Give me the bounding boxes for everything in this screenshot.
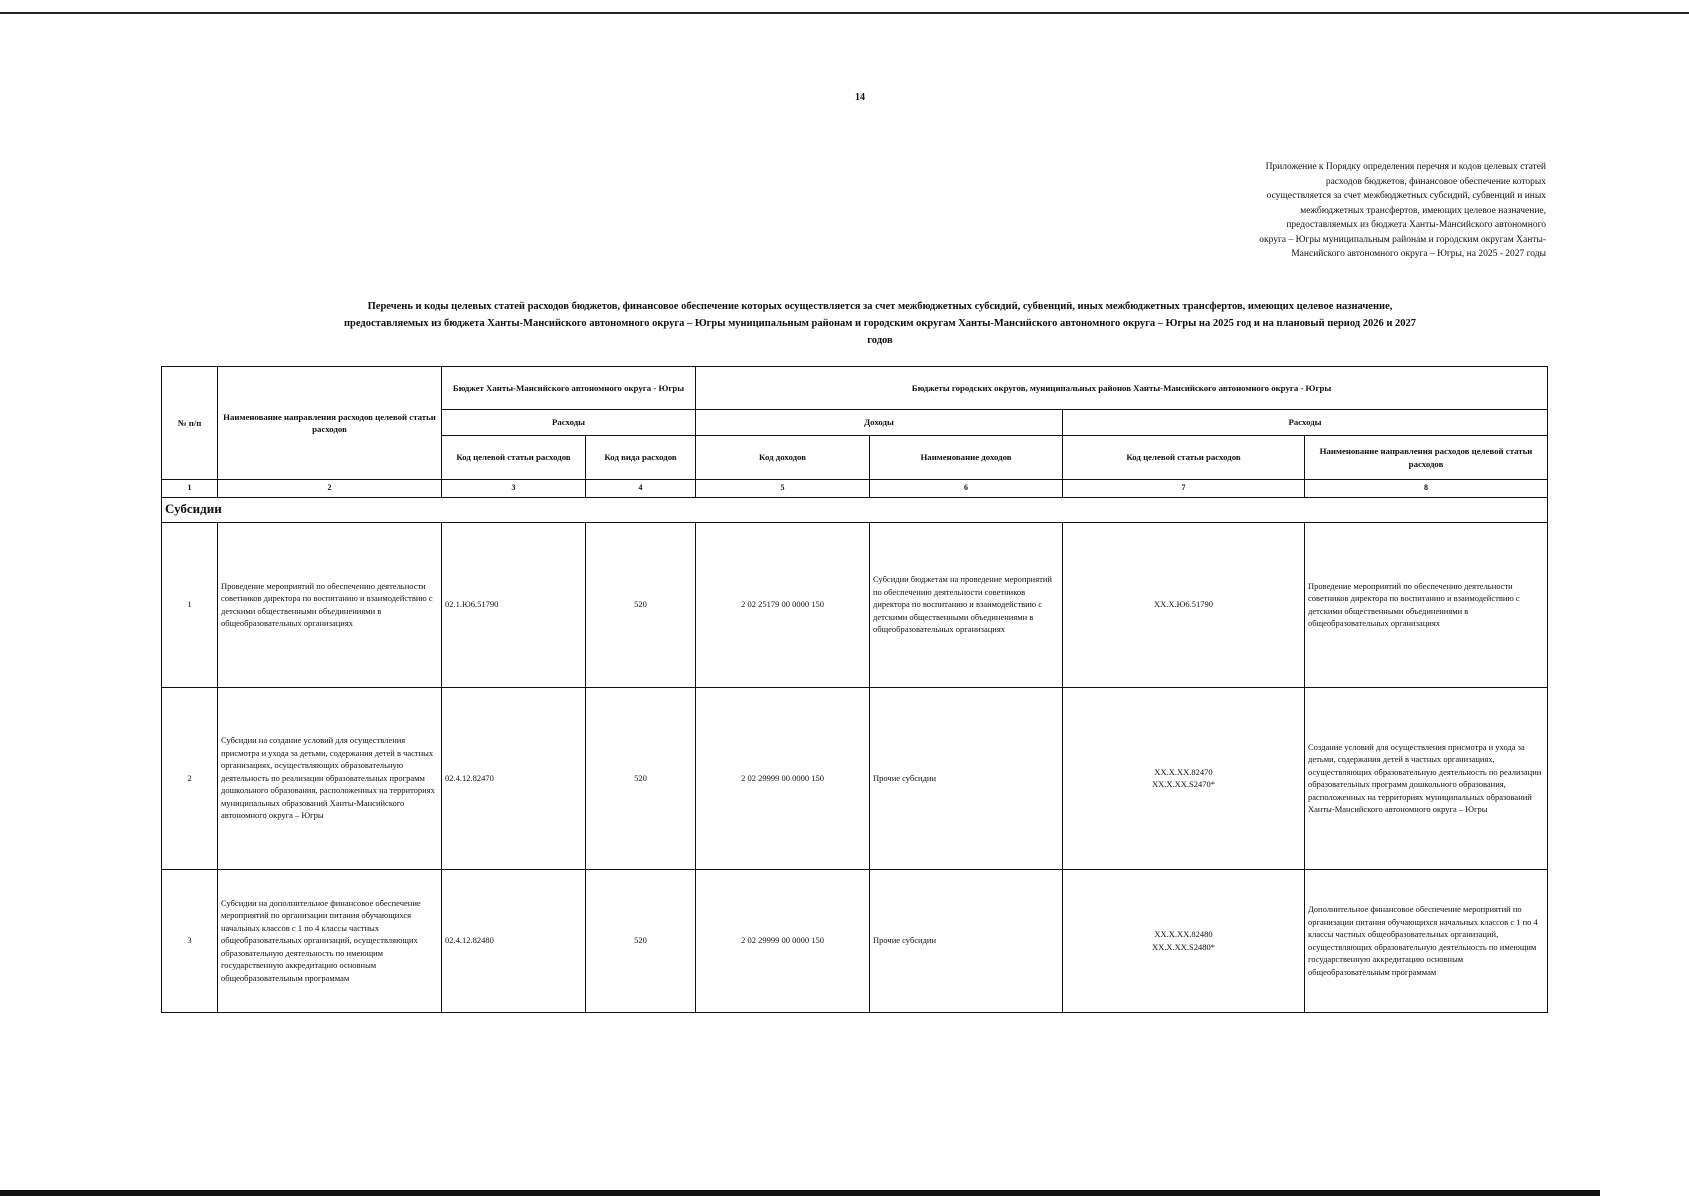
row-num: 2 (162, 687, 218, 869)
column-number: 6 (870, 480, 1063, 498)
header-target-code-local: Код целевой статьи расходов (1063, 436, 1305, 480)
table-row (162, 869, 1548, 1012)
column-number: 2 (218, 480, 442, 498)
header-municipal-budgets: Бюджеты городских округов, муниципальных районов Ханты-Мансийского автономного округа - Югры (696, 367, 1548, 410)
column-number: 3 (442, 480, 586, 498)
row-income-name: Прочие субсидии (870, 869, 1063, 1012)
local-code: ХХ.Х.Ю6.51790 (1153, 599, 1214, 610)
appendix-line: расходов бюджетов, финансовое обеспечение которых (1325, 176, 1546, 187)
header-num: № п/п (162, 367, 218, 480)
page-number: 14 (855, 92, 865, 103)
row-name: Проведение мероприятий по обеспечению деятельности советников директора по воспитанию и взаимодействию с детскими общественными объединениями в общеобразовательных организациях (218, 522, 442, 687)
section-title: Субсидии (162, 497, 1548, 522)
row-income-name: Субсидии бюджетам на проведение мероприятий по обеспечению деятельности советников директора по воспитанию и взаимодействию с детскими общественными объединениями в общеобразовательных организациях (870, 522, 1063, 687)
header-expenses: Расходы (442, 410, 696, 436)
appendix-line: предоставляемых из бюджета Ханты-Мансийского автономного (1286, 220, 1546, 230)
row-num: 1 (162, 522, 218, 687)
column-numbers-row (162, 480, 1548, 498)
column-number: 7 (1063, 480, 1305, 498)
row-local-codes (1063, 522, 1305, 687)
header-expenses-local: Расходы (1063, 410, 1548, 436)
row-income-code: 2 02 29999 00 0000 150 (696, 869, 870, 1012)
row-target-code: 02.4.12.82470 (442, 687, 586, 869)
local-code: ХХ.Х.ХХ.82480 (1154, 929, 1213, 939)
column-number: 8 (1305, 480, 1548, 498)
table-row (162, 687, 1548, 869)
document-title (200, 298, 1560, 349)
row-income-code: 2 02 25179 00 0000 150 (696, 522, 870, 687)
appendix-line: округа – Югры муниципальным районам и городским округам Ханты- (1259, 234, 1546, 245)
row-income-code: 2 02 29999 00 0000 150 (696, 687, 870, 869)
header-okrug-budget: Бюджет Ханты-Мансийского автономного округа - Югры (442, 367, 696, 410)
column-number: 1 (162, 480, 218, 498)
row-local-name: Создание условий для осуществления присмотра и ухода за детьми, содержания детей в частных организациях, осуществляющих образовательную деятельность по реализации образовательных программ дошкольного образования, расположенных на территориях муниципальных образований Ханты-Мансийского автономного округа – Югры (1305, 687, 1548, 869)
title-line: годов (867, 335, 893, 346)
row-local-name: Проведение мероприятий по обеспечению деятельности советников директора по воспитанию и взаимодействию с детскими общественными объединениями в общеобразовательных организациях (1305, 522, 1548, 687)
local-code: ХХ.Х.ХХ.82470 (1154, 766, 1213, 777)
local-code: ХХ.Х.ХХ.S2480* (1151, 941, 1216, 952)
row-target-code: 02.1.Ю6.51790 (442, 522, 586, 687)
header-income: Доходы (696, 410, 1063, 436)
section-row (162, 497, 1548, 522)
column-number: 4 (586, 480, 696, 498)
bottom-border-line (0, 1190, 1600, 1196)
row-expense-type: 520 (586, 687, 696, 869)
target-items-table (161, 366, 1548, 1013)
header-target-code: Код целевой статьи расходов (442, 436, 586, 480)
row-expense-type: 520 (586, 522, 696, 687)
header-direction-name-local: Наименование направления расходов целевой статьи расходов (1305, 436, 1548, 480)
header-income-code: Код доходов (696, 436, 870, 480)
row-income-name: Прочие субсидии (870, 687, 1063, 869)
row-expense-type: 520 (586, 869, 696, 1012)
appendix-note (1180, 160, 1546, 262)
row-name: Субсидии на дополнительное финансовое обеспечение мероприятий по организации питания обучающихся начальных классов с 1 по 4 классы частных общеобразовательных организаций, осуществляющих образовательную деятельность по имеющим государственную аккредитацию основным общеобразовательным программам (218, 869, 442, 1012)
header-income-name: Наименование доходов (870, 436, 1063, 480)
row-target-code: 02.4.12.82480 (442, 869, 586, 1012)
title-line: предоставляемых из бюджета Ханты-Мансийского автономного округа – Югры муниципальным районам и городским округам Ханты-Мансийского автономного округа – Югры на 2025 год и на плановый период 2026 и 2027 (343, 318, 1417, 329)
row-name: Субсидии на создание условий для осуществления присмотра и ухода за детьми, содержания детей в частных организациях, осуществляющих образовательную деятельность по реализации образовательных программ дошкольного образования, расположенных на территориях муниципальных образований Ханты-Мансийского автономного округа – Югры (218, 687, 442, 869)
header-expense-type-code: Код вида расходов (586, 436, 696, 480)
header-direction-name: Наименование направления расходов целевой статьи расходов (218, 367, 442, 480)
appendix-line: осуществляется за счет межбюджетных субсидий, субвенций и иных (1266, 191, 1546, 201)
local-code: ХХ.Х.ХХ.S2470* (1151, 779, 1216, 789)
appendix-line: Мансийского автономного округа – Югры, на 2025 - 2027 годы (1291, 249, 1546, 259)
appendix-line: Приложение к Порядку определения перечня и кодов целевых статей (1265, 162, 1546, 172)
title-line: Перечень и коды целевых статей расходов бюджетов, финансовое обеспечение которых осуществляется за счет межбюджетных субсидий, субвенций, иных межбюджетных трансфертов, имеющих целевое назначение, (367, 301, 1393, 312)
row-local-codes (1063, 687, 1305, 869)
appendix-line: межбюджетных трансфертов, имеющих целевое назначение, (1300, 205, 1546, 216)
table-row (162, 522, 1548, 687)
row-local-name: Дополнительное финансовое обеспечение мероприятий по организации питания обучающихся начальных классов с 1 по 4 классы частных общеобразовательных организаций, осуществляющих образовательную деятельность по имеющим государственную аккредитацию основным общеобразовательным программам (1305, 869, 1548, 1012)
row-num: 3 (162, 869, 218, 1012)
column-number: 5 (696, 480, 870, 498)
top-border-line (0, 12, 1689, 14)
row-local-codes (1063, 869, 1305, 1012)
